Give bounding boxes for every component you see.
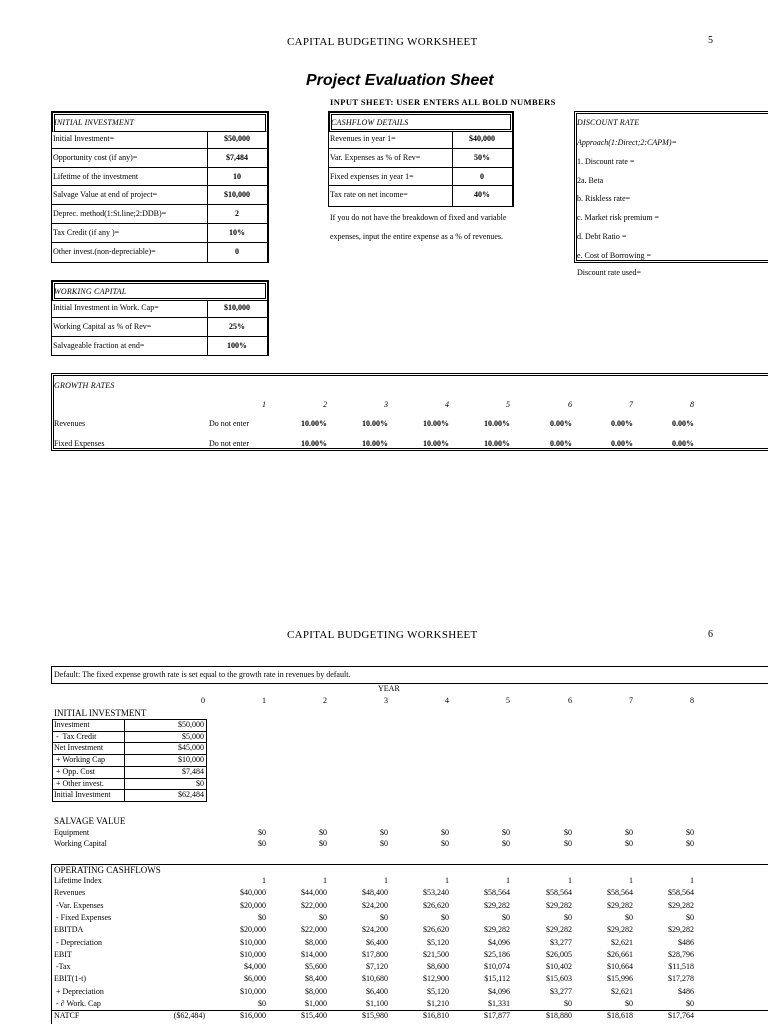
input-row-value: 100%: [227, 340, 247, 350]
operating-value: $26,661: [607, 949, 633, 959]
operating-value: $22,000: [301, 900, 327, 910]
operating-value: $8,000: [305, 937, 327, 947]
operating-value: $17,764: [668, 1011, 694, 1021]
salvage-value: $0: [686, 839, 694, 848]
salvage-value: $0: [319, 839, 327, 848]
operating-value: $6,400: [366, 937, 388, 947]
p2-year-label: 0: [201, 696, 205, 705]
operating-value: 1: [629, 876, 633, 885]
operating-value: $0: [686, 999, 694, 1008]
working-capital-heading: WORKING CAPITAL: [54, 287, 127, 296]
operating-label: - Depreciation: [54, 937, 102, 947]
p2-ii-label: Initial Investment: [54, 790, 111, 800]
p2-year-label: 8: [690, 696, 694, 705]
discount-rate-line: 2a. Beta: [577, 175, 604, 185]
operating-value: $53,240: [423, 888, 449, 898]
operating-value: $8,600: [427, 962, 449, 972]
salvage-value: $0: [502, 839, 510, 848]
page-subtitle: INPUT SHEET: USER ENTERS ALL BOLD NUMBERS: [330, 97, 556, 107]
discount-rate-heading: DISCOUNT RATE: [577, 118, 640, 127]
operating-value: $14,000: [301, 949, 327, 959]
growth-year-label: 4: [445, 400, 449, 409]
salvage-value: $0: [564, 828, 572, 837]
discount-rate-line: c. Market risk premium =: [577, 213, 660, 223]
operating-value: $2,621: [611, 937, 633, 947]
operating-value: $6,400: [366, 986, 388, 996]
operating-value: $17,877: [484, 1011, 510, 1021]
p2-year-label: 6: [568, 696, 572, 705]
operating-label: Revenues: [54, 888, 86, 898]
operating-value: $26,005: [546, 949, 572, 959]
p2-ii-value: $7,484: [182, 766, 204, 776]
growth-year-label: 2: [323, 400, 327, 409]
p2-ii-label: - Tax Credit: [54, 731, 97, 741]
page-header: CAPITAL BUDGETING WORKSHEET: [287, 36, 478, 48]
year-label: YEAR: [378, 684, 400, 693]
input-row: [51, 299, 269, 318]
growth-rate-value: 10.00%: [362, 439, 388, 448]
operating-value: $58,564: [484, 888, 510, 898]
operating-value: $29,282: [607, 900, 633, 910]
input-row-value: $50,000: [224, 134, 250, 143]
operating-value: $15,112: [484, 974, 510, 984]
operating-value: $5,120: [427, 986, 449, 996]
input-row-value: 40%: [474, 190, 490, 200]
input-row-label: Salvage Value at end of project=: [53, 190, 158, 200]
input-row-value: 50%: [474, 152, 490, 162]
operating-value: $0: [258, 912, 266, 922]
salvage-value: $0: [441, 828, 449, 837]
input-row: [51, 318, 269, 337]
default-note: Default: The fixed expense growth rate is set equal to the growth rate in revenues by default.: [54, 670, 351, 679]
p2-ii-label: + Opp. Cost: [54, 766, 95, 776]
p2-year-label: 5: [506, 696, 510, 705]
cashflow-heading: CASHFLOW DETAILS: [331, 118, 409, 127]
salvage-label: Working Capital: [54, 839, 107, 848]
input-row-value: 0: [480, 171, 484, 181]
input-row-label: Salvageable fraction at end=: [53, 340, 145, 350]
p2-year-label: 7: [629, 696, 633, 705]
operating-value: $0: [686, 912, 694, 922]
operating-value: $20,000: [240, 900, 266, 910]
input-row: [328, 186, 514, 205]
operating-value: $29,282: [484, 925, 510, 935]
p2-ii-value: $50,000: [178, 720, 204, 729]
operating-value: $24,200: [362, 900, 388, 910]
input-row-value: 25%: [229, 321, 245, 331]
operating-value: $58,564: [546, 888, 572, 898]
operating-value: $1,331: [488, 999, 510, 1008]
cashflow-note-1: If you do not have the breakdown of fixed and variable: [330, 213, 507, 222]
operating-value: $28,796: [668, 949, 694, 959]
operating-label: NATCF: [54, 1011, 80, 1021]
growth-row-first: Do not enter: [209, 439, 249, 448]
p2-ii-value: $10,000: [178, 755, 204, 765]
input-row: [51, 243, 269, 262]
input-row-value: $10,000: [224, 190, 250, 200]
operating-value: $29,282: [546, 925, 572, 935]
growth-rate-value: 10.00%: [301, 439, 327, 448]
growth-row-label: Fixed Expenses: [54, 439, 105, 448]
operating-value: $3,277: [550, 937, 572, 947]
input-row-value: 2: [235, 209, 239, 219]
initial-investment-heading: INITIAL INVESTMENT: [54, 118, 135, 127]
growth-rate-value: 0.00%: [672, 419, 694, 428]
input-row: [328, 149, 514, 168]
operating-value: $12,900: [423, 974, 449, 984]
operating-label: + Depreciation: [54, 986, 104, 996]
operating-label: Lifetime Index: [54, 876, 102, 885]
operating-label: - Fixed Expenses: [54, 912, 112, 922]
operating-value: $29,282: [607, 925, 633, 935]
p2-ii-value: $0: [196, 778, 204, 788]
p2-ii-value: $45,000: [178, 743, 204, 753]
growth-rate-value: 10.00%: [423, 419, 449, 428]
operating-value: $10,000: [240, 949, 266, 959]
operating-label: -Tax: [54, 962, 71, 972]
operating-value: $29,282: [668, 900, 694, 910]
operating-label: EBIT: [54, 949, 72, 959]
operating-value: $0: [258, 999, 266, 1008]
discount-rate-used: Discount rate used=: [577, 268, 642, 277]
discount-rate-line: e. Cost of Borrowing =: [577, 250, 652, 260]
salvage-value: $0: [441, 839, 449, 848]
input-row: [51, 168, 269, 187]
growth-rate-value: 10.00%: [423, 439, 449, 448]
operating-value: $15,400: [301, 1011, 327, 1021]
operating-value: $48,400: [362, 888, 388, 898]
operating-value: $10,402: [546, 962, 572, 972]
salvage-heading: SALVAGE VALUE: [54, 816, 126, 826]
operating-value: $10,680: [362, 974, 388, 984]
operating-value: $1,100: [366, 999, 388, 1008]
input-row-value: $10,000: [224, 303, 250, 312]
discount-rate-line: 1. Discount rate =: [577, 156, 635, 166]
p2-year-label: 3: [384, 696, 388, 705]
input-row-value: $7,484: [226, 152, 248, 162]
operating-value: $0: [564, 999, 572, 1008]
growth-year-label: 8: [690, 400, 694, 409]
operating-value: $1,000: [305, 999, 327, 1008]
page2-header: CAPITAL BUDGETING WORKSHEET: [287, 629, 478, 641]
operating-value: $0: [625, 912, 633, 922]
operating-value: $5,120: [427, 937, 449, 947]
salvage-value: $0: [380, 828, 388, 837]
salvage-value: $0: [564, 839, 572, 848]
operating-value: $29,282: [484, 900, 510, 910]
input-row: [51, 224, 269, 243]
cashflow-note-2: expenses, input the entire expense as a % of revenues.: [330, 232, 504, 241]
operating-value: $15,980: [362, 1011, 388, 1021]
growth-rate-value: 10.00%: [484, 419, 510, 428]
growth-year-label: 1: [262, 400, 266, 409]
operating-value: $3,277: [550, 986, 572, 996]
operating-value: $40,000: [240, 888, 266, 898]
operating-value: $1,210: [427, 999, 449, 1008]
operating-value: $44,000: [301, 888, 327, 898]
operating-value: $4,096: [488, 986, 510, 996]
salvage-value: $0: [502, 828, 510, 837]
salvage-value: $0: [625, 828, 633, 837]
operating-value: $16,810: [423, 1011, 449, 1021]
input-row-value: 0: [235, 246, 239, 256]
operating-value: $4,000: [244, 962, 266, 972]
operating-value: $21,500: [423, 949, 449, 959]
input-row-label: Initial Investment in Work. Cap=: [53, 303, 159, 312]
operating-value: 1: [384, 876, 388, 885]
salvage-value: $0: [625, 839, 633, 848]
growth-rate-value: 0.00%: [611, 419, 633, 428]
input-row: [51, 205, 269, 224]
p2-initial-investment-heading: INITIAL INVESTMENT: [54, 708, 147, 718]
operating-value: 1: [506, 876, 510, 885]
growth-rate-value: 10.00%: [484, 439, 510, 448]
operating-label: - ∂ Work. Cap: [54, 999, 101, 1008]
input-row: [328, 168, 514, 187]
p2-ii-label: + Working Cap: [54, 755, 106, 765]
input-row-label: Tax rate on net income=: [330, 190, 408, 200]
input-row: [51, 130, 269, 149]
operating-value: $10,000: [240, 937, 266, 947]
operating-value: 1: [690, 876, 694, 885]
p2-ii-label: Investment: [54, 720, 90, 729]
salvage-value: $0: [380, 839, 388, 848]
operating-value: $4,096: [488, 937, 510, 947]
page-title: Project Evaluation Sheet: [306, 72, 494, 89]
operating-value: $8,400: [305, 974, 327, 984]
page2-number: 6: [708, 629, 713, 640]
input-row-label: Lifetime of the investment: [53, 171, 139, 181]
operating-value: $0: [380, 912, 388, 922]
operating-value: $18,618: [607, 1011, 633, 1021]
operating-label: EBIT(1-t): [54, 974, 86, 984]
operating-value: $0: [319, 912, 327, 922]
operating-value: $29,282: [546, 900, 572, 910]
operating-year0: ($62,484): [173, 1011, 205, 1021]
salvage-value: $0: [258, 828, 266, 837]
p2-year-label: 2: [323, 696, 327, 705]
operating-value: $16,000: [240, 1011, 266, 1021]
growth-year-label: 3: [384, 400, 388, 409]
operating-value: $486: [678, 986, 694, 996]
operating-total-rule: [51, 1010, 768, 1011]
discount-rate-line: b. Riskless rate=: [577, 194, 631, 204]
salvage-label: Equipment: [54, 828, 90, 837]
operating-value: 1: [445, 876, 449, 885]
input-row-label: Tax Credit (if any )=: [53, 228, 120, 237]
salvage-value: $0: [319, 828, 327, 837]
input-row-label: Deprec. method(1:St.line;2:DDB)=: [53, 209, 167, 219]
operating-value: $2,621: [611, 986, 633, 996]
growth-rate-value: 10.00%: [301, 419, 327, 428]
operating-value: $25,186: [484, 949, 510, 959]
operating-value: 1: [323, 876, 327, 885]
operating-value: $11,518: [668, 962, 694, 972]
p2-ii-value: $5,000: [182, 731, 204, 741]
operating-value: $26,620: [423, 900, 449, 910]
growth-row-first: Do not enter: [209, 419, 249, 428]
input-row-label: Var. Expenses as % of Rev=: [330, 152, 421, 162]
input-row: [51, 149, 269, 168]
input-row-label: Other invest.(non-depreciable)=: [53, 246, 156, 256]
operating-label: EBITDA: [54, 925, 84, 935]
operating-value: $17,800: [362, 949, 388, 959]
operating-value: 1: [568, 876, 572, 885]
salvage-value: $0: [686, 828, 694, 837]
growth-year-label: 5: [506, 400, 510, 409]
operating-value: $6,000: [244, 974, 266, 984]
operating-value: $10,664: [607, 962, 633, 972]
input-row-label: Revenues in year 1=: [330, 134, 396, 143]
operating-value: $486: [678, 937, 694, 947]
operating-value: $29,282: [668, 925, 694, 935]
discount-rate-line: Approach(1:Direct;2:CAPM)=: [577, 138, 677, 147]
operating-value: $8,000: [305, 986, 327, 996]
operating-value: $5,600: [305, 962, 327, 972]
operating-value: $0: [564, 912, 572, 922]
operating-value: $7,120: [366, 962, 388, 972]
input-row-value: 10%: [229, 228, 245, 237]
operating-value: $58,564: [607, 888, 633, 898]
operating-value: $0: [502, 912, 510, 922]
operating-value: $22,000: [301, 925, 327, 935]
p2-ii-value: $62,484: [178, 790, 204, 800]
p2-year-label: 1: [262, 696, 266, 705]
growth-rate-value: 0.00%: [550, 419, 572, 428]
operating-value: $15,603: [546, 974, 572, 984]
growth-rate-value: 0.00%: [611, 439, 633, 448]
operating-value: $15,996: [607, 974, 633, 984]
operating-value: 1: [262, 876, 266, 885]
growth-rates-heading: GROWTH RATES: [54, 381, 115, 390]
input-row-value: 10: [233, 171, 241, 181]
input-row-label: Working Capital as % of Rev=: [53, 321, 152, 331]
operating-value: $58,564: [668, 888, 694, 898]
growth-rate-value: 10.00%: [362, 419, 388, 428]
operating-value: $26,620: [423, 925, 449, 935]
operating-value: $0: [625, 999, 633, 1008]
operating-value: $0: [441, 912, 449, 922]
operating-value: $18,880: [546, 1011, 572, 1021]
growth-row-label: Revenues: [54, 419, 86, 428]
operating-value: $20,000: [240, 925, 266, 935]
p2-year-label: 4: [445, 696, 449, 705]
operating-value: $10,074: [484, 962, 510, 972]
input-row-label: Opportunity cost (if any)=: [53, 152, 138, 162]
operating-value: $24,200: [362, 925, 388, 935]
input-row-label: Initial Investment=: [53, 134, 115, 143]
growth-rate-value: 0.00%: [550, 439, 572, 448]
input-row: [328, 130, 514, 149]
discount-rate-line: d. Debt Ratio =: [577, 232, 627, 241]
growth-rate-value: 0.00%: [672, 439, 694, 448]
growth-year-label: 7: [629, 400, 633, 409]
p2-ii-label: + Other invest.: [54, 778, 104, 788]
page-number: 5: [708, 35, 713, 46]
operating-value: $10,000: [240, 986, 266, 996]
input-row-value: $40,000: [469, 134, 495, 143]
operating-heading: OPERATING CASHFLOWS: [54, 865, 161, 875]
growth-year-label: 6: [568, 400, 572, 409]
p2-ii-label: Net Investment: [54, 743, 104, 753]
input-row: [51, 337, 269, 356]
input-row-label: Fixed expenses in year 1=: [330, 171, 414, 181]
input-row: [51, 186, 269, 205]
salvage-value: $0: [258, 839, 266, 848]
operating-label: -Var. Expenses: [54, 900, 104, 910]
operating-value: $17,278: [668, 974, 694, 984]
